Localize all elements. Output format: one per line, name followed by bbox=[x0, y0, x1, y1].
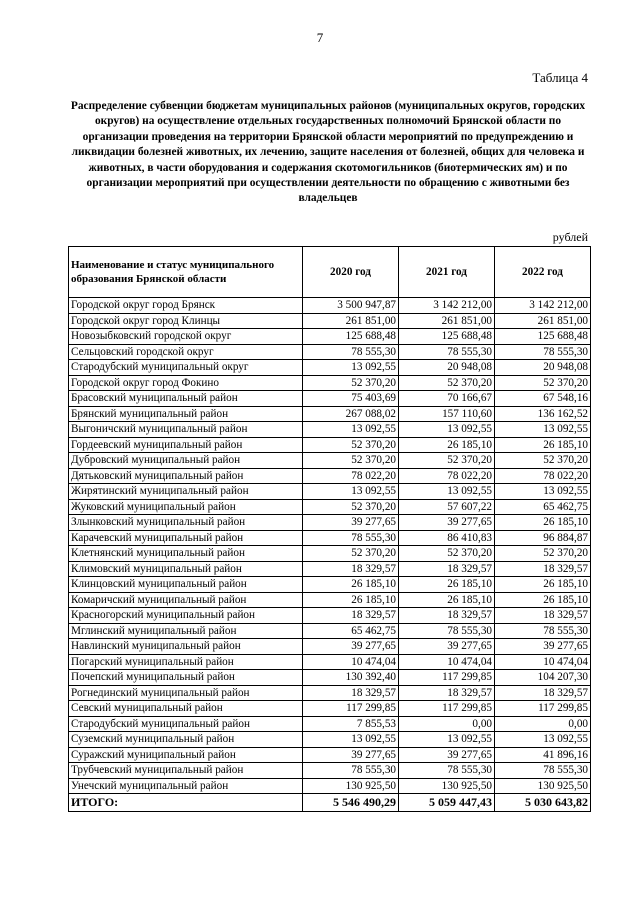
value-2021-cell: 26 185,10 bbox=[399, 577, 495, 593]
total-2021: 5 059 447,43 bbox=[399, 794, 495, 812]
value-2020-cell: 39 277,65 bbox=[303, 515, 399, 531]
value-2022-cell: 78 022,20 bbox=[495, 468, 591, 484]
value-2020-cell: 78 555,30 bbox=[303, 344, 399, 360]
table-row bbox=[69, 360, 591, 376]
value-2021-cell: 157 110,60 bbox=[399, 406, 495, 422]
municipality-cell: Жуковский муниципальный район bbox=[69, 499, 303, 515]
value-2021-cell: 13 092,55 bbox=[399, 732, 495, 748]
value-2022-cell: 65 462,75 bbox=[495, 499, 591, 515]
value-2022-cell: 13 092,55 bbox=[495, 484, 591, 500]
municipality-cell: Навлинский муниципальный район bbox=[69, 639, 303, 655]
value-2022-cell: 261 851,00 bbox=[495, 313, 591, 329]
value-2021-cell: 78 555,30 bbox=[399, 623, 495, 639]
value-2020-cell: 39 277,65 bbox=[303, 639, 399, 655]
value-2022-cell: 96 884,87 bbox=[495, 530, 591, 546]
value-2022-cell: 52 370,20 bbox=[495, 375, 591, 391]
value-2020-cell: 130 925,50 bbox=[303, 778, 399, 794]
table-row bbox=[69, 422, 591, 438]
municipality-cell: Комаричский муниципальный район bbox=[69, 592, 303, 608]
municipality-cell: Брянский муниципальный район bbox=[69, 406, 303, 422]
value-2021-cell: 130 925,50 bbox=[399, 778, 495, 794]
table-row bbox=[69, 406, 591, 422]
table-row bbox=[69, 375, 591, 391]
value-2021-cell: 20 948,08 bbox=[399, 360, 495, 376]
table-row bbox=[69, 623, 591, 639]
total-2020: 5 546 490,29 bbox=[303, 794, 399, 812]
municipality-cell: Почепский муниципальный район bbox=[69, 670, 303, 686]
table-row bbox=[69, 437, 591, 453]
table-row bbox=[69, 747, 591, 763]
value-2021-cell: 26 185,10 bbox=[399, 437, 495, 453]
value-2020-cell: 13 092,55 bbox=[303, 360, 399, 376]
value-2020-cell: 78 555,30 bbox=[303, 530, 399, 546]
value-2022-cell: 78 555,30 bbox=[495, 763, 591, 779]
value-2021-cell: 13 092,55 bbox=[399, 422, 495, 438]
table-row bbox=[69, 391, 591, 407]
value-2022-cell: 125 688,48 bbox=[495, 329, 591, 345]
value-2022-cell: 104 207,30 bbox=[495, 670, 591, 686]
header-2020: 2020 год bbox=[303, 247, 399, 298]
municipality-cell: Красногорский муниципальный район bbox=[69, 608, 303, 624]
table-row bbox=[69, 453, 591, 469]
value-2020-cell: 117 299,85 bbox=[303, 701, 399, 717]
municipality-cell: Карачевский муниципальный район bbox=[69, 530, 303, 546]
table-row bbox=[69, 639, 591, 655]
municipality-cell: Рогнединский муниципальный район bbox=[69, 685, 303, 701]
municipality-cell: Унечский муниципальный район bbox=[69, 778, 303, 794]
value-2021-cell: 0,00 bbox=[399, 716, 495, 732]
table-row bbox=[69, 484, 591, 500]
value-2022-cell: 3 142 212,00 bbox=[495, 298, 591, 314]
value-2022-cell: 10 474,04 bbox=[495, 654, 591, 670]
value-2020-cell: 52 370,20 bbox=[303, 453, 399, 469]
value-2020-cell: 75 403,69 bbox=[303, 391, 399, 407]
municipality-cell: Новозыбковский городской округ bbox=[69, 329, 303, 345]
table-row bbox=[69, 344, 591, 360]
units-label: рублей bbox=[552, 230, 588, 244]
value-2022-cell: 26 185,10 bbox=[495, 577, 591, 593]
value-2020-cell: 13 092,55 bbox=[303, 732, 399, 748]
value-2021-cell: 18 329,57 bbox=[399, 685, 495, 701]
value-2021-cell: 117 299,85 bbox=[399, 670, 495, 686]
table-row bbox=[69, 515, 591, 531]
municipality-cell: Дубровский муниципальный район bbox=[69, 453, 303, 469]
table-row bbox=[69, 499, 591, 515]
value-2020-cell: 52 370,20 bbox=[303, 499, 399, 515]
municipality-cell: Брасовский муниципальный район bbox=[69, 391, 303, 407]
value-2021-cell: 117 299,85 bbox=[399, 701, 495, 717]
table-row bbox=[69, 654, 591, 670]
value-2021-cell: 52 370,20 bbox=[399, 375, 495, 391]
table-row bbox=[69, 577, 591, 593]
municipality-cell: Стародубский муниципальный район bbox=[69, 716, 303, 732]
value-2022-cell: 67 548,16 bbox=[495, 391, 591, 407]
table-row bbox=[69, 716, 591, 732]
table-row bbox=[69, 298, 591, 314]
municipality-cell: Городской округ город Клинцы bbox=[69, 313, 303, 329]
value-2022-cell: 52 370,20 bbox=[495, 453, 591, 469]
value-2020-cell: 13 092,55 bbox=[303, 484, 399, 500]
total-row bbox=[69, 794, 591, 812]
value-2020-cell: 52 370,20 bbox=[303, 437, 399, 453]
municipality-cell: Клетнянский муниципальный район bbox=[69, 546, 303, 562]
table-row bbox=[69, 608, 591, 624]
value-2021-cell: 26 185,10 bbox=[399, 592, 495, 608]
municipality-cell: Суземский муниципальный район bbox=[69, 732, 303, 748]
municipality-cell: Сельцовский городской округ bbox=[69, 344, 303, 360]
header-municipality: Наименование и статус муниципального образования Брянской области bbox=[69, 247, 303, 298]
value-2021-cell: 10 474,04 bbox=[399, 654, 495, 670]
value-2020-cell: 267 088,02 bbox=[303, 406, 399, 422]
header-2021: 2021 год bbox=[399, 247, 495, 298]
table-row bbox=[69, 778, 591, 794]
table-label: Таблица 4 bbox=[532, 70, 588, 85]
value-2021-cell: 125 688,48 bbox=[399, 329, 495, 345]
value-2021-cell: 39 277,65 bbox=[399, 639, 495, 655]
municipality-cell: Гордеевский муниципальный район bbox=[69, 437, 303, 453]
total-2022: 5 030 643,82 bbox=[495, 794, 591, 812]
page-number: 7 bbox=[316, 30, 324, 45]
table-row bbox=[69, 530, 591, 546]
header-2022: 2022 год bbox=[495, 247, 591, 298]
table-row bbox=[69, 701, 591, 717]
municipality-cell: Клинцовский муниципальный район bbox=[69, 577, 303, 593]
table-row bbox=[69, 670, 591, 686]
value-2020-cell: 26 185,10 bbox=[303, 592, 399, 608]
table-body bbox=[69, 298, 591, 812]
municipality-cell: Трубчевский муниципальный район bbox=[69, 763, 303, 779]
value-2022-cell: 26 185,10 bbox=[495, 592, 591, 608]
table-row bbox=[69, 685, 591, 701]
value-2022-cell: 18 329,57 bbox=[495, 608, 591, 624]
value-2021-cell: 70 166,67 bbox=[399, 391, 495, 407]
value-2020-cell: 18 329,57 bbox=[303, 561, 399, 577]
total-label: ИТОГО: bbox=[69, 794, 303, 812]
value-2021-cell: 52 370,20 bbox=[399, 453, 495, 469]
value-2020-cell: 78 555,30 bbox=[303, 763, 399, 779]
value-2021-cell: 261 851,00 bbox=[399, 313, 495, 329]
table-row bbox=[69, 592, 591, 608]
value-2021-cell: 78 555,30 bbox=[399, 344, 495, 360]
document-title: Распределение субвенции бюджетам муниципальных районов (муниципальных округов, городских округов) на осуществление отдельных государственных полномочий Брянской области по организации проведения на территории Брянской области мероприятий по предупреждению и ликвидации болезней животных, их лечению, защите населения от болезней, общих для человека и животных, в части оборудования и содержания скотомогильников (биотермических ям) и по организации мероприятий при осуществлении деятельности по обращению с животными без владельцев bbox=[70, 100, 586, 205]
value-2020-cell: 39 277,65 bbox=[303, 747, 399, 763]
value-2022-cell: 78 555,30 bbox=[495, 344, 591, 360]
municipality-cell: Мглинский муниципальный район bbox=[69, 623, 303, 639]
value-2020-cell: 7 855,53 bbox=[303, 716, 399, 732]
value-2020-cell: 65 462,75 bbox=[303, 623, 399, 639]
value-2022-cell: 41 896,16 bbox=[495, 747, 591, 763]
value-2022-cell: 78 555,30 bbox=[495, 623, 591, 639]
value-2021-cell: 39 277,65 bbox=[399, 747, 495, 763]
value-2022-cell: 117 299,85 bbox=[495, 701, 591, 717]
value-2021-cell: 57 607,22 bbox=[399, 499, 495, 515]
value-2022-cell: 39 277,65 bbox=[495, 639, 591, 655]
municipality-cell: Севский муниципальный район bbox=[69, 701, 303, 717]
value-2020-cell: 78 022,20 bbox=[303, 468, 399, 484]
value-2021-cell: 52 370,20 bbox=[399, 546, 495, 562]
municipality-cell: Городской округ город Брянск bbox=[69, 298, 303, 314]
table-row bbox=[69, 468, 591, 484]
value-2021-cell: 78 555,30 bbox=[399, 763, 495, 779]
municipality-cell: Злынковский муниципальный район bbox=[69, 515, 303, 531]
table-row bbox=[69, 329, 591, 345]
value-2020-cell: 3 500 947,87 bbox=[303, 298, 399, 314]
subsidy-table bbox=[68, 246, 591, 812]
table-row bbox=[69, 763, 591, 779]
value-2022-cell: 52 370,20 bbox=[495, 546, 591, 562]
value-2021-cell: 86 410,83 bbox=[399, 530, 495, 546]
value-2021-cell: 78 022,20 bbox=[399, 468, 495, 484]
value-2022-cell: 130 925,50 bbox=[495, 778, 591, 794]
value-2021-cell: 18 329,57 bbox=[399, 561, 495, 577]
table-row bbox=[69, 313, 591, 329]
value-2022-cell: 13 092,55 bbox=[495, 732, 591, 748]
value-2022-cell: 26 185,10 bbox=[495, 515, 591, 531]
value-2020-cell: 18 329,57 bbox=[303, 685, 399, 701]
municipality-cell: Дятьковский муниципальный район bbox=[69, 468, 303, 484]
table-row bbox=[69, 561, 591, 577]
value-2022-cell: 18 329,57 bbox=[495, 685, 591, 701]
value-2022-cell: 26 185,10 bbox=[495, 437, 591, 453]
value-2020-cell: 10 474,04 bbox=[303, 654, 399, 670]
value-2020-cell: 26 185,10 bbox=[303, 577, 399, 593]
table-header-row bbox=[69, 247, 591, 298]
value-2020-cell: 13 092,55 bbox=[303, 422, 399, 438]
value-2022-cell: 18 329,57 bbox=[495, 561, 591, 577]
value-2020-cell: 52 370,20 bbox=[303, 375, 399, 391]
municipality-cell: Суражский муниципальный район bbox=[69, 747, 303, 763]
value-2020-cell: 18 329,57 bbox=[303, 608, 399, 624]
table-row bbox=[69, 546, 591, 562]
value-2021-cell: 18 329,57 bbox=[399, 608, 495, 624]
value-2020-cell: 130 392,40 bbox=[303, 670, 399, 686]
value-2021-cell: 39 277,65 bbox=[399, 515, 495, 531]
municipality-cell: Климовский муниципальный район bbox=[69, 561, 303, 577]
table-row bbox=[69, 732, 591, 748]
value-2022-cell: 13 092,55 bbox=[495, 422, 591, 438]
value-2022-cell: 20 948,08 bbox=[495, 360, 591, 376]
value-2020-cell: 125 688,48 bbox=[303, 329, 399, 345]
municipality-cell: Жирятинский муниципальный район bbox=[69, 484, 303, 500]
value-2021-cell: 3 142 212,00 bbox=[399, 298, 495, 314]
municipality-cell: Стародубский муниципальный округ bbox=[69, 360, 303, 376]
value-2020-cell: 261 851,00 bbox=[303, 313, 399, 329]
municipality-cell: Погарский муниципальный район bbox=[69, 654, 303, 670]
value-2021-cell: 13 092,55 bbox=[399, 484, 495, 500]
municipality-cell: Городской округ город Фокино bbox=[69, 375, 303, 391]
value-2022-cell: 0,00 bbox=[495, 716, 591, 732]
value-2022-cell: 136 162,52 bbox=[495, 406, 591, 422]
value-2020-cell: 52 370,20 bbox=[303, 546, 399, 562]
municipality-cell: Выгоничский муниципальный район bbox=[69, 422, 303, 438]
